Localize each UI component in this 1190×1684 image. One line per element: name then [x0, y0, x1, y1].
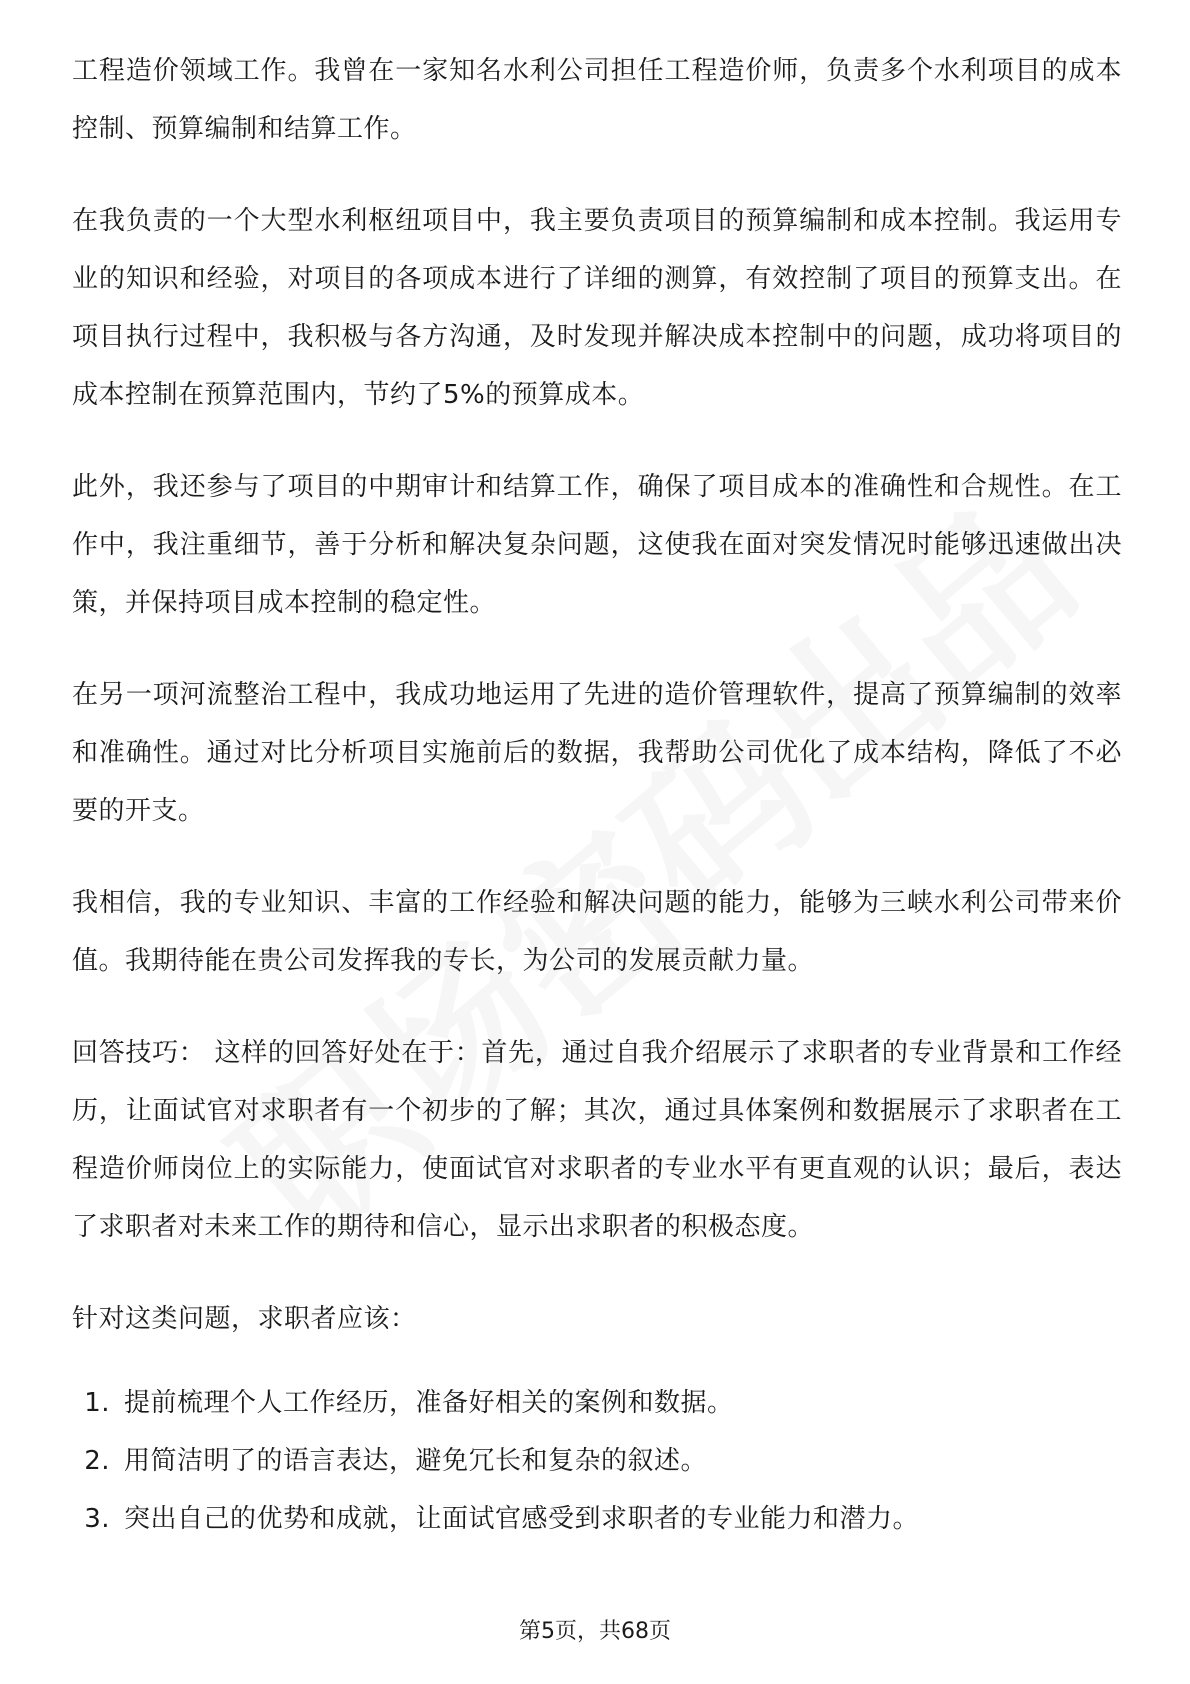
- advice-list: [72, 1374, 1122, 1548]
- paragraph-closing: 我相信，我的专业知识、丰富的工作经验和解决问题的能力，能够为三峡水利公司带来价值。我期待能在贵公司发挥我的专长，为公司的发展贡献力量。: [72, 888, 1122, 976]
- document-body: [72, 42, 1122, 1548]
- list-item-text: 用简洁明了的语言表达，避免冗长和复杂的叙述。: [124, 1446, 708, 1476]
- list-item-text: 提前梳理个人工作经历，准备好相关的案例和数据。: [124, 1388, 734, 1418]
- paragraph-advice-intro: 针对这类问题，求职者应该：: [72, 1304, 417, 1334]
- paragraph-work-intro: 工程造价领域工作。我曾在一家知名水利公司担任工程造价师，负责多个水利项目的成本控制、预算编制和结算工作。: [72, 56, 1122, 144]
- page-footer: 第5页，共68页: [519, 1619, 671, 1644]
- list-item-number: 1.: [84, 1388, 110, 1418]
- paragraph-audit: 此外，我还参与了项目的中期审计和结算工作，确保了项目成本的准确性和合规性。在工作中，我注重细节，善于分析和解决复杂问题，这使我在面对突发情况时能够迅速做出决策，并保持项目成本控制的稳定性。: [72, 472, 1122, 618]
- paragraph-river-project: 在另一项河流整治工程中，我成功地运用了先进的造价管理软件，提高了预算编制的效率和准确性。通过对比分析项目实施前后的数据，我帮助公司优化了成本结构，降低了不必要的开支。: [72, 680, 1122, 826]
- list-item: [72, 1490, 1122, 1548]
- paragraph-hydro-project: 在我负责的一个大型水利枢纽项目中，我主要负责项目的预算编制和成本控制。我运用专业的知识和经验，对项目的各项成本进行了详细的测算，有效控制了项目的预算支出。在项目执行过程中，我积极与各方沟通，及时发现并解决成本控制中的问题，成功将项目的成本控制在预算范围内，节约了5%的预算成本。: [72, 206, 1122, 410]
- list-item: [72, 1374, 1122, 1432]
- list-item-number: 3.: [84, 1504, 110, 1534]
- paragraph-answer-tips: 回答技巧： 这样的回答好处在于：首先，通过自我介绍展示了求职者的专业背景和工作经历，让面试官对求职者有一个初步的了解；其次，通过具体案例和数据展示了求职者在工程造价师岗位上的实际能力，使面试官对求职者的专业水平有更直观的认识；最后，表达了求职者对未来工作的期待和信心，显示出求职者的积极态度。: [72, 1038, 1122, 1242]
- list-item-text: 突出自己的优势和成就，让面试官感受到求职者的专业能力和潜力。: [124, 1504, 920, 1534]
- list-item: [72, 1432, 1122, 1490]
- list-item-number: 2.: [84, 1446, 110, 1476]
